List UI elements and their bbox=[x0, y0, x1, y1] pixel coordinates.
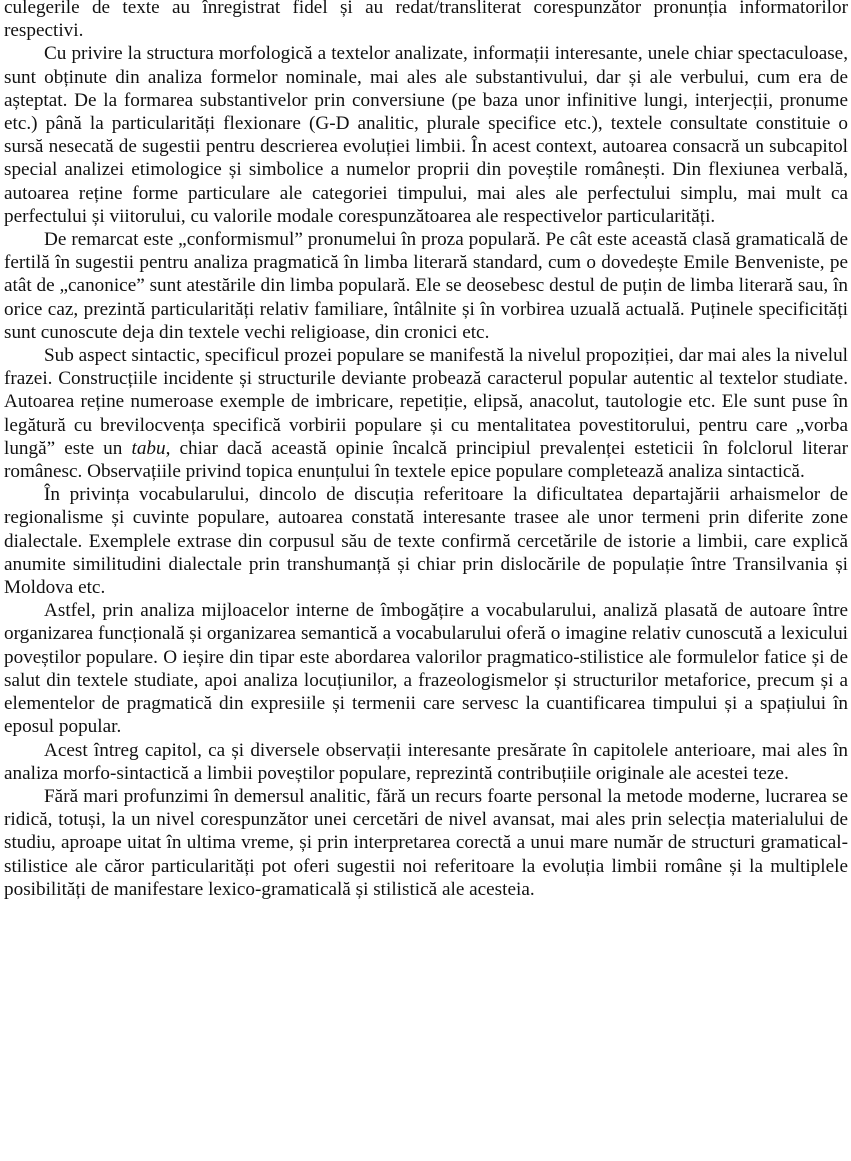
paragraph-1 bbox=[4, 0, 848, 42]
paragraph-3-text: De remarcat este „conformismul” pronumelui în proza populară. Pe cât este această clasă gramaticală de fertilă în sugestii pentru analiza pragmatică în limba literară standard, cum o dovedește Emile Benveniste, pe atât de „canonice” sunt atestările din limba populară. Ele se deosebesc destul de puțin de limba literară sau, în orice caz, prezintă particularități relativ familiare, întâlnite și în vorbirea uzuală actuală. Puținele specificități sunt cunoscute deja din textele vechi religioase, din cronici etc. bbox=[4, 229, 848, 343]
paragraph-6-text: Astfel, prin analiza mijloacelor interne de îmbogățire a vocabularului, analiză plasată de autoare între organizarea funcțională și organizarea semantică a vocabularului oferă o imagine relativ cunoscută a lexicului poveștilor populare. O ieșire din tipar este abordarea valorilor pragmatico-stilistice ale formulelor fatice și de salut din textele studiate, apoi analiza locuțiunilor, a frazeologismelor și structurilor metaforice, precum și a elementelor de pragmatică din expresiile și termenii care servesc la cuantificarea timpului și a spațiului în eposul popular. bbox=[4, 600, 848, 738]
document-page bbox=[4, 0, 848, 901]
paragraph-4-text-part-1: Sub aspect sintactic, specificul prozei populare se manifestă la nivelul propoziției, dar mai ales la nivelul frazei. Construcțiile incidente și structurile deviante probează caracterul popular autentic al textelor studiate. Autoarea reține numeroase exemple de imbricare, repetiție, elipsă, anacolut, tautologie etc. Ele sunt puse în legătură cu brevilocvența specifică vorbirii populare și cu mentalitatea povestitorului, pentru care „vorba lungă” este un bbox=[4, 345, 849, 459]
paragraph-3 bbox=[4, 228, 848, 344]
paragraph-4 bbox=[4, 344, 848, 483]
paragraph-8 bbox=[4, 785, 848, 901]
paragraph-2 bbox=[4, 42, 848, 228]
paragraph-4-italic-term: tabu bbox=[131, 437, 166, 459]
paragraph-7-text: Acest întreg capitol, ca și diversele observații interesante presărate în capitolele anterioare, mai ales în analiza morfo-sintactică a limbii poveștilor populare, reprezintă contribuțiile originale ale acestei teze. bbox=[4, 739, 848, 784]
paragraph-7 bbox=[4, 739, 848, 785]
paragraph-5 bbox=[4, 483, 848, 599]
paragraph-6 bbox=[4, 599, 848, 738]
paragraph-8-text: Fără mari profunzimi în demersul analitic, fără un recurs foarte personal la metode moderne, lucrarea se ridică, totuși, la un nivel corespunzător unei cercetări de nivel avansat, mai ales prin selecția materialului de studiu, aproape uitat în ultima vreme, și prin interpretarea corectă a unui mare număr de structuri gramatical-stilistice ale căror particularități pot oferi sugestii noi referitoare la evoluția limbii române și la multiplele posibilități de manifestare lexico-gramaticală și stilistică ale acesteia. bbox=[4, 785, 848, 900]
paragraph-5-text: În privința vocabularului, dincolo de discuția referitoare la dificultatea departajării arhaismelor de regionalisme și cuvinte populare, autoarea constată interesante trasee ale unor termeni prin diferite zone dialectale. Exemplele extrase din corpusul său de texte confirmă cercetările de istorie a limbii, care explică anumite similitudini dialectale prin transhumanță și chiar prin dislocările de populație între Transilvania și Moldova etc. bbox=[4, 484, 848, 599]
paragraph-1-text: culegerile de texte au înregistrat fidel și au redat/transliterat corespunzător pronunția informatorilor respectivi. bbox=[4, 0, 848, 42]
paragraph-2-text: Cu privire la structura morfologică a textelor analizate, informații interesante, unele chiar spectaculoase, sunt obținute din analiza formelor nominale, mai ales ale substantivului, dar și ale verbului, cum era de așteptat. De la formarea substantivelor prin conversiune (pe baza unor infinitive lungi, interjecții, pronume etc.) până la particularități flexionare (G-D analitic, plurale specifice etc.), textele consultate constituie o sursă nesecată de sugestii pentru descrierea evoluției limbii. În acest context, autoarea consacră un subcapitol special analizei etimologice și simbolice a numelor proprii din poveștile românești. Din flexiunea verbală, autoarea reține forme particulare ale categoriei timpului, mai ales ale perfectului simplu, mai mult ca perfectului și viitorului, cu valorile modale corespunzătoarea ale respectivelor particularități. bbox=[4, 43, 848, 227]
paragraph-4-text-part-2: , chiar dacă această opinie încalcă principiul prevalenței esteticii în folclorul literar românesc. Observațiile privind topica enunțului în textele epice populare completează analiza sintactică. bbox=[4, 437, 848, 483]
